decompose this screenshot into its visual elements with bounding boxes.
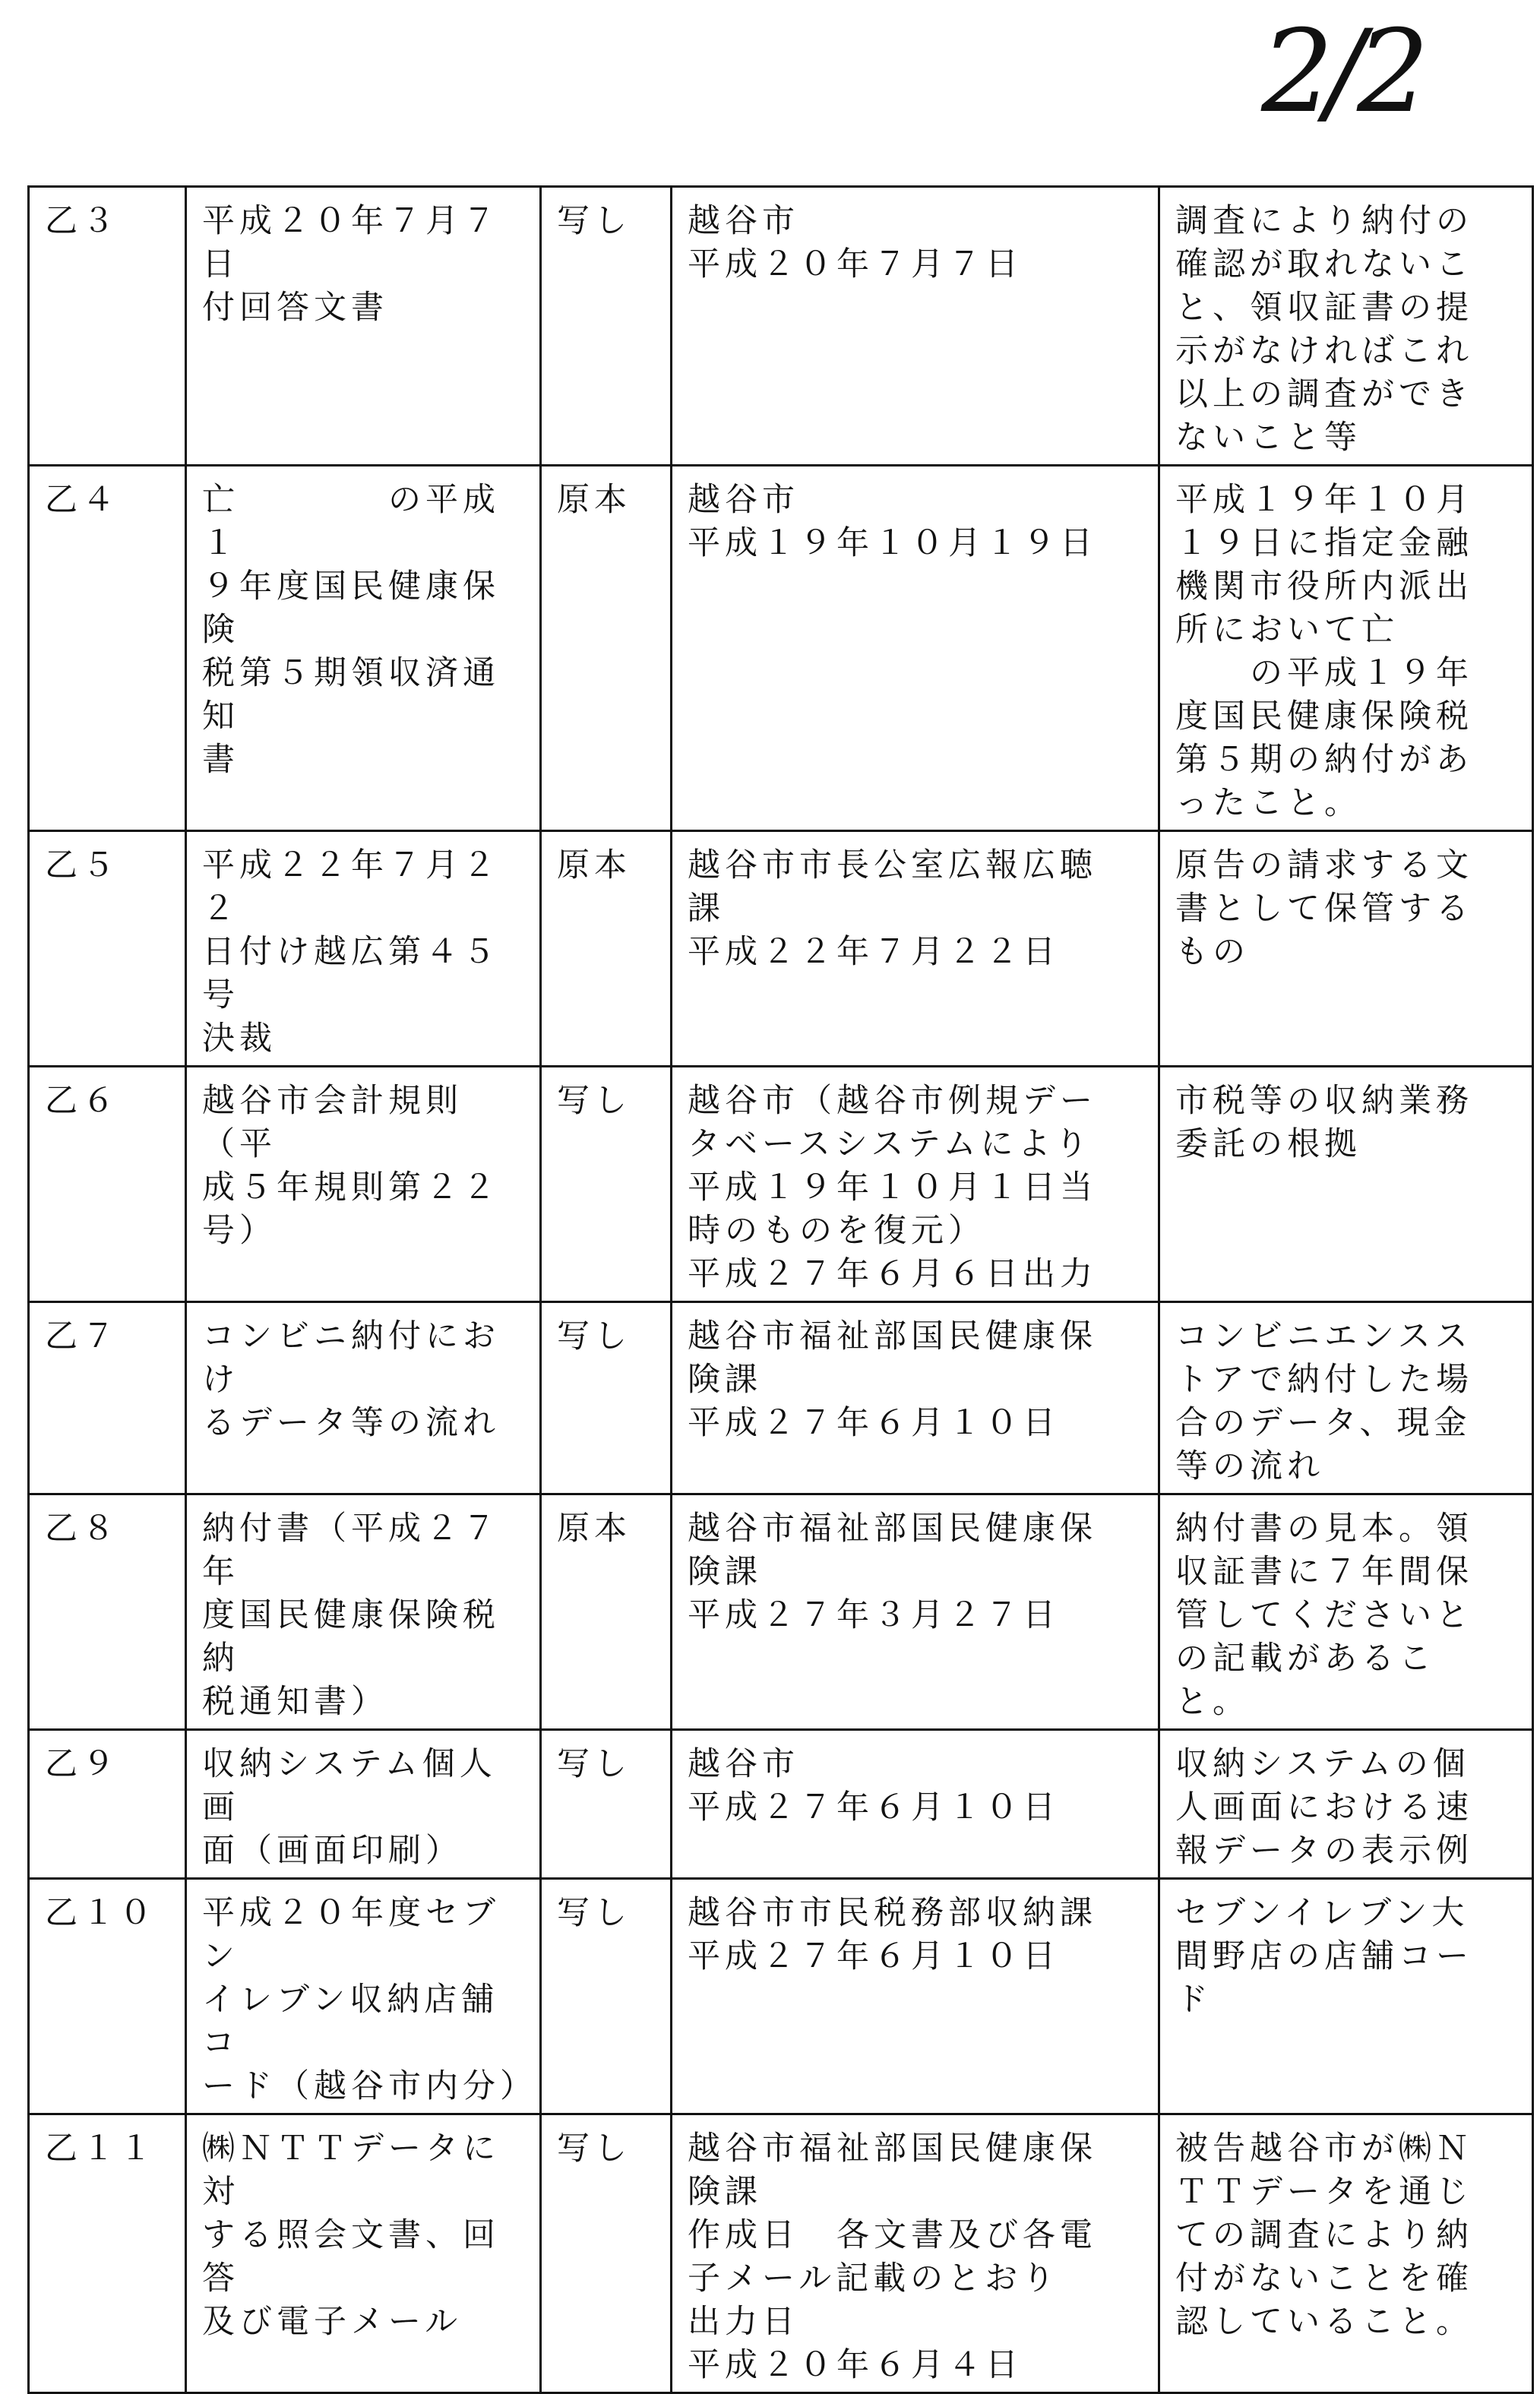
evidence-number: 乙３ [29,187,186,466]
table-row [29,1879,1533,2114]
page-number-mark: 2/2 [1261,6,1422,138]
evidence-title: 亡 の平成１ ９年度国民健康保険 税第５期領収済通知 書 [186,466,541,831]
evidence-number: 乙５ [29,831,186,1067]
evidence-title: コンビニ納付におけ るデータ等の流れ [186,1302,541,1494]
evidence-number: 乙７ [29,1302,186,1494]
author-and-date: 越谷市（越谷市例規デー タベースシステムにより 平成１９年１０月１日当 時のものを復元） 平成２７年６月６日出力 [672,1067,1159,1302]
evidence-number: 乙８ [29,1494,186,1730]
author-and-date: 越谷市市長公室広報広聴 課 平成２２年７月２２日 [672,831,1159,1067]
author-and-date: 越谷市福祉部国民健康保 険課 作成日 各文書及び各電 子メール記載のとおり 出力日 平成２０年６月４日 [672,2114,1159,2393]
evidence-number: 乙１１ [29,2114,186,2393]
original-or-copy: 原本 [541,466,672,831]
author-and-date: 越谷市 平成２０年７月７日 [672,187,1159,466]
table-row [29,1067,1533,1302]
evidence-title: 収納システム個人画 面（画面印刷） [186,1730,541,1879]
purpose-of-proof: 原告の請求する文 書として保管する もの [1159,831,1533,1067]
original-or-copy: 原本 [541,1494,672,1730]
evidence-title: 平成２２年７月２２ 日付け越広第４５号 決裁 [186,831,541,1067]
author-and-date: 越谷市福祉部国民健康保 険課 平成２７年３月２７日 [672,1494,1159,1730]
purpose-of-proof: 調査により納付の 確認が取れないこ と、領収証書の提 示がなければこれ 以上の調査ができ ないこと等 [1159,187,1533,466]
evidence-title: 越谷市会計規則（平 成５年規則第２２ 号） [186,1067,541,1302]
original-or-copy: 原本 [541,831,672,1067]
author-and-date: 越谷市福祉部国民健康保 険課 平成２７年６月１０日 [672,1302,1159,1494]
purpose-of-proof: セブンイレブン大 間野店の店舗コー ド [1159,1879,1533,2114]
purpose-of-proof: 収納システムの個 人画面における速 報データの表示例 [1159,1730,1533,1879]
evidence-list-table [27,185,1534,2394]
original-or-copy: 写し [541,2114,672,2393]
table-row [29,466,1533,831]
purpose-of-proof: 納付書の見本。領 収証書に７年間保 管してくださいと の記載があるこ と。 [1159,1494,1533,1730]
evidence-number: 乙４ [29,466,186,831]
original-or-copy: 写し [541,187,672,466]
table-row [29,187,1533,466]
author-and-date: 越谷市 平成１９年１０月１９日 [672,466,1159,831]
evidence-number: 乙９ [29,1730,186,1879]
purpose-of-proof: 市税等の収納業務 委託の根拠 [1159,1067,1533,1302]
table-row [29,1302,1533,1494]
purpose-of-proof: 平成１９年１０月 １９日に指定金融 機関市役所内派出 所において亡 の平成１９年 度国民健康保険税 第５期の納付があ ったこと。 [1159,466,1533,831]
original-or-copy: 写し [541,1879,672,2114]
original-or-copy: 写し [541,1067,672,1302]
original-or-copy: 写し [541,1730,672,1879]
evidence-number: 乙１０ [29,1879,186,2114]
author-and-date: 越谷市 平成２７年６月１０日 [672,1730,1159,1879]
author-and-date: 越谷市市民税務部収納課 平成２７年６月１０日 [672,1879,1159,2114]
purpose-of-proof: コンビニエンスス トアで納付した場 合のデータ、現金 等の流れ [1159,1302,1533,1494]
table-row [29,1730,1533,1879]
evidence-title: 平成２０年度セブン イレブン収納店舗コ ード（越谷市内分） [186,1879,541,2114]
evidence-title: ㈱ＮＴＴデータに対 する照会文書、回答 及び電子メール [186,2114,541,2393]
purpose-of-proof: 被告越谷市が㈱Ｎ ＴＴデータを通じ ての調査により納 付がないことを確 認していること。 [1159,2114,1533,2393]
original-or-copy: 写し [541,1302,672,1494]
evidence-number: 乙６ [29,1067,186,1302]
evidence-title: 納付書（平成２７年 度国民健康保険税納 税通知書） [186,1494,541,1730]
table-row [29,2114,1533,2393]
table-row [29,831,1533,1067]
evidence-title: 平成２０年７月７日 付回答文書 [186,187,541,466]
table-row [29,1494,1533,1730]
